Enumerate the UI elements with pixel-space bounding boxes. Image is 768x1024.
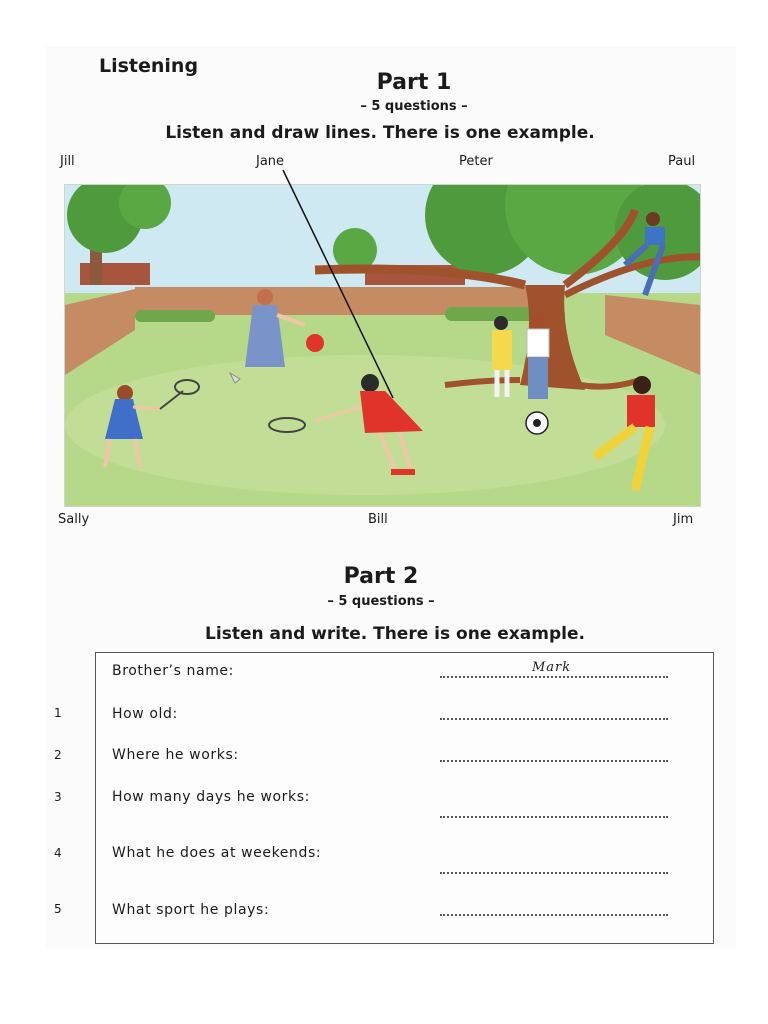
answer-line-4[interactable] <box>440 872 668 874</box>
child-in-tree <box>645 227 665 245</box>
name-label-sally: Sally <box>58 512 90 527</box>
name-label-bill: Bill <box>368 512 388 527</box>
hedge <box>135 310 215 322</box>
name-label-peter: Peter <box>459 154 493 169</box>
child-head <box>257 289 273 305</box>
child-red-shirt <box>627 395 655 427</box>
question-number: 1 <box>54 706 62 720</box>
part1-title: Part 1 <box>376 70 452 95</box>
name-label-jim: Jim <box>673 512 694 527</box>
child-head <box>361 374 379 392</box>
example-question: Brother’s name: <box>112 663 234 679</box>
part2-instruction: Listen and write. There is one example. <box>205 624 585 644</box>
child-arm <box>133 407 160 409</box>
child-head <box>494 316 508 330</box>
child-jeans <box>528 357 548 399</box>
child-head <box>646 212 660 226</box>
child-head <box>529 313 545 329</box>
name-label-jill: Jill <box>60 154 75 169</box>
answer-line-3[interactable] <box>440 816 668 818</box>
answer-line-1[interactable] <box>440 718 668 720</box>
child-shoes <box>391 469 415 475</box>
question-text: What sport he plays: <box>112 902 270 918</box>
answer-line-5[interactable] <box>440 914 668 916</box>
question-text: How old: <box>112 706 178 722</box>
child-yellow-dress <box>492 330 512 370</box>
part1-instruction: Listen and draw lines. There is one example. <box>165 123 595 143</box>
question-text: How many days he works: <box>112 789 310 805</box>
example-answer-line <box>440 676 668 678</box>
example-answer: Mark <box>532 660 572 675</box>
section-label: Listening <box>99 55 199 77</box>
question-number: 4 <box>54 846 62 860</box>
question-number: 2 <box>54 748 62 762</box>
question-number: 3 <box>54 790 62 804</box>
park-scene-svg <box>65 185 700 506</box>
child-head <box>117 385 133 401</box>
question-text: What he does at weekends: <box>112 845 322 861</box>
question-number: 5 <box>54 902 62 916</box>
park-scene-illustration <box>64 184 701 507</box>
football-patch <box>533 419 541 427</box>
answer-line-2[interactable] <box>440 760 668 762</box>
part1-question-count: – 5 questions – <box>360 99 468 114</box>
question-text: Where he works: <box>112 747 239 763</box>
part2-title: Part 2 <box>343 564 419 589</box>
child-white-shirt <box>527 329 549 357</box>
part2-question-count: – 5 questions – <box>327 594 435 609</box>
red-ball <box>306 334 324 352</box>
child-head <box>633 376 651 394</box>
name-label-paul: Paul <box>668 154 696 169</box>
name-label-jane: Jane <box>256 154 285 169</box>
